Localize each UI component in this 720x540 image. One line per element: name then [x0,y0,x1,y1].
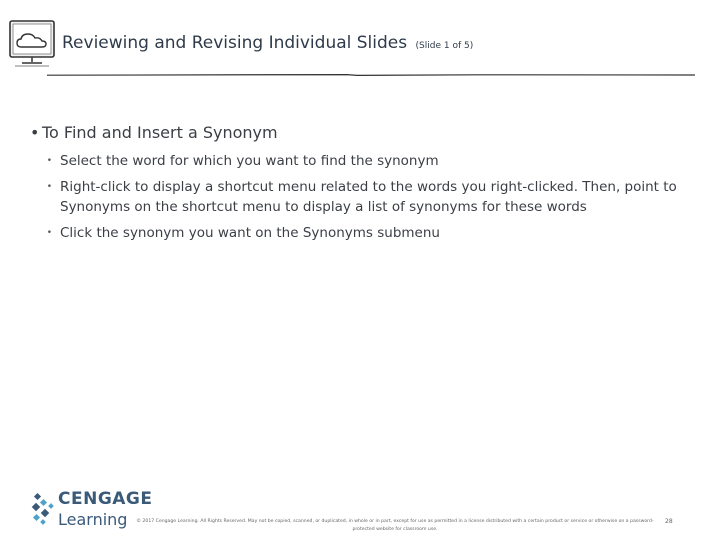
slide-title-text: Reviewing and Revising Individual Slides [62,33,408,53]
bullet-level1 [30,123,700,143]
bullet-text: Select the word for which you want to find the synonym [60,153,439,169]
bullet-level2 [30,151,700,171]
bullet-dot: • [46,228,52,238]
bullet-level2 [30,223,700,243]
bullet-text: Right-click to display a shortcut menu related to the words you right-clicked. Then, point to Synonyms on the shortcut menu to display a list of synonyms for these words [60,179,677,215]
cengage-dots-logo [29,490,59,532]
cloud-monitor-icon [7,18,57,70]
bullet-dot: • [46,156,52,166]
bullet-level2 [30,177,700,217]
bullet-dot: • [30,123,40,142]
copyright-notice: © 2017 Cengage Learning. All Rights Reserved. May not be copied, scanned, or duplicated, in whole or in part, except for use as permitted in a license distributed with a certain product or service or otherwise on a password-protected website for classroom use. [136,519,654,532]
logo-line1: CENGAGE [58,489,153,509]
slide-title-counter: (Slide 1 of 5) [415,41,474,51]
slide-title [62,33,473,53]
logo-line2: Learning [58,510,128,529]
bullet-text: Click the synonym you want on the Synonyms submenu [60,225,440,241]
bullet-dot: • [46,182,52,192]
page-number: 28 [665,518,673,525]
slide-body [30,123,700,249]
bullet-heading: To Find and Insert a Synonym [42,123,278,142]
title-underline [47,73,695,77]
